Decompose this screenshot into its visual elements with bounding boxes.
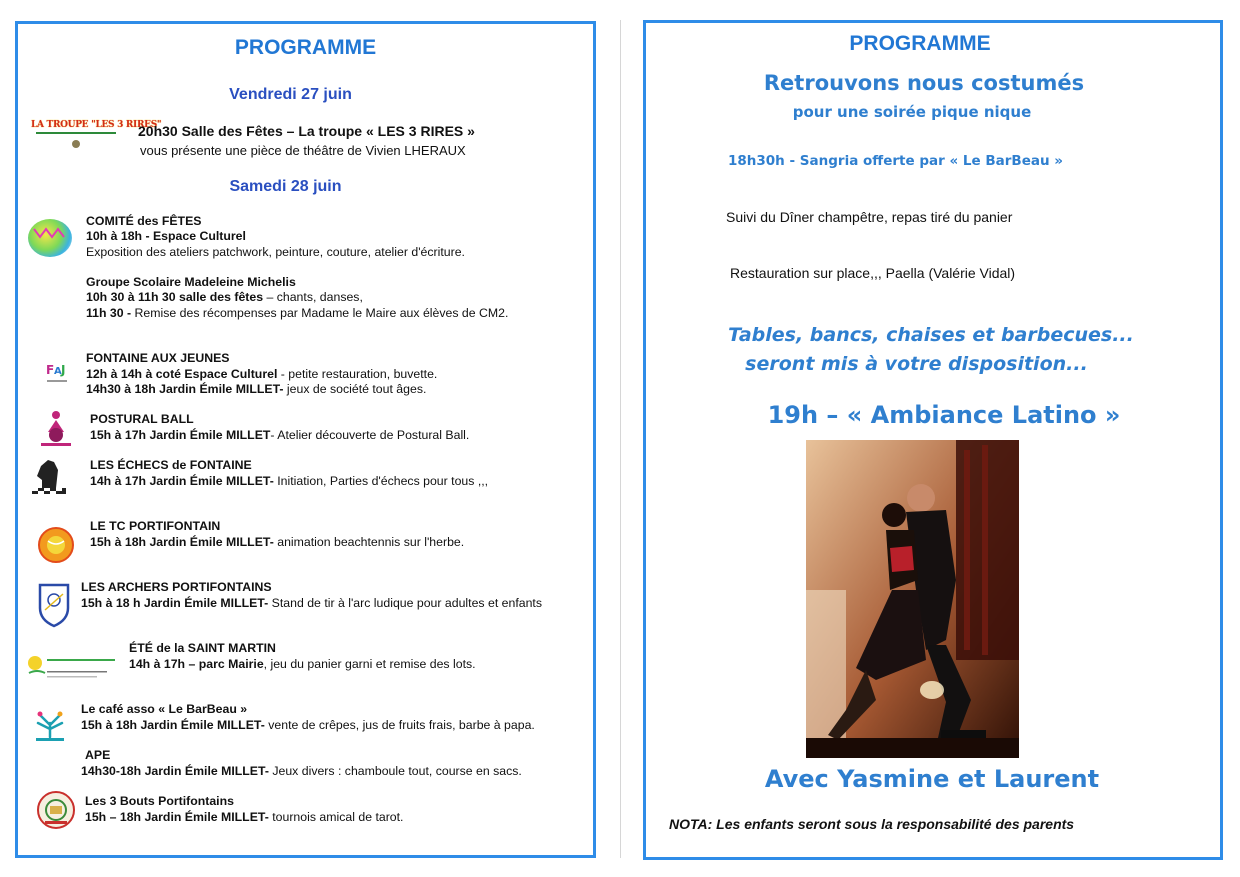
fontaine-name: FONTAINE AUX JEUNES (86, 351, 230, 365)
tango-dancers-photo (806, 440, 1019, 758)
ambiance-heading: 19h – « Ambiance Latino » (767, 401, 1121, 429)
nota-line: NOTA: Les enfants seront sous la responsabilité des parents (669, 816, 1075, 832)
yasmine-laurent-heading: Avec Yasmine et Laurent (764, 765, 1100, 793)
fontaine-line2: 14h30 à 18h Jardin Émile MILLET- jeux de société tout âges. (86, 382, 427, 396)
sangria-line: 18h30h - Sangria offerte par « Le BarBeau » (728, 153, 1063, 169)
troupe-logo (31, 120, 162, 152)
left-program-panel (15, 21, 596, 858)
ete-name: ÉTÉ de la SAINT MARTIN (129, 641, 276, 655)
postural-ball-logo (37, 408, 75, 448)
troupe-line1: 20h30 Salle des Fêtes – La troupe « LES 3 RIRES » (138, 123, 475, 139)
cafe-name: Le café asso « Le BarBeau » (81, 702, 248, 716)
right-title: PROGRAMME (849, 32, 991, 55)
barbeau-logo (30, 707, 70, 743)
echecs-line: 14h à 17h Jardin Émile MILLET- Initiation, Parties d'échecs pour tous ,,, (90, 474, 489, 488)
cafe-line: 15h à 18h Jardin Émile MILLET- vente de crêpes, jus de fruits frais, barbe à papa. (81, 718, 535, 732)
trois-bouts-logo (37, 791, 75, 829)
archers-line: 15h à 18 h Jardin Émile MILLET- Stand de tir à l'arc ludique pour adultes et enfants (81, 596, 542, 610)
tennis-ball-logo (38, 527, 74, 563)
archers-shield-logo (37, 582, 71, 628)
ete-saint-martin-logo (25, 649, 120, 685)
right-program-panel (643, 20, 1223, 860)
archers-name: LES ARCHERS PORTIFONTAINS (81, 580, 272, 594)
scolaire-line2: 11h 30 - Remise des récompenses par Madame le Maire aux élèves de CM2. (86, 306, 509, 320)
tables-line-2: seront mis à votre disposition... (745, 353, 1088, 375)
left-title: PROGRAMME (234, 36, 377, 59)
postural-name: POSTURAL BALL (90, 412, 194, 426)
fold-line (620, 20, 621, 858)
costume-heading: Retrouvons nous costumés (763, 71, 1085, 95)
scolaire-name: Groupe Scolaire Madeleine Michelis (86, 275, 296, 289)
ape-line: 14h30-18h Jardin Émile MILLET- Jeux divers : chamboule tout, course en sacs. (81, 764, 522, 778)
diner-line: Suivi du Dîner champêtre, repas tiré du panier (726, 209, 1013, 225)
comite-desc: Exposition des ateliers patchwork, peinture, couture, atelier d'écriture. (86, 245, 465, 259)
ape-name: APE (85, 748, 111, 762)
scolaire-line1: 10h 30 à 11h 30 salle des fêtes – chants, danses, (86, 290, 363, 304)
tc-line: 15h à 18h Jardin Émile MILLET- animation beachtennis sur l'herbe. (90, 535, 465, 549)
fontaine-jeunes-logo (44, 360, 70, 386)
fontaine-line1: 12h à 14h à coté Espace Culturel - petite restauration, buvette. (86, 367, 438, 381)
tables-line-1: Tables, bancs, chaises et barbecues... (728, 324, 1134, 346)
troupe-line2: vous présente une pièce de théâtre de Vivien LHERAUX (140, 143, 466, 158)
svg-text:F: F (46, 363, 55, 377)
troupe-logo-text: LA TROUPE "LES 3 RIRES" (31, 120, 162, 130)
svg-text:A: A (54, 366, 62, 377)
comite-name: COMITÉ des FÊTES (86, 214, 202, 228)
ete-line: 14h à 17h – parc Mairie, jeu du panier garni et remise des lots. (129, 657, 476, 671)
tc-name: LE TC PORTIFONTAIN (90, 519, 221, 533)
friday-heading: Vendredi 27 juin (229, 86, 352, 103)
bouts-name: Les 3 Bouts Portifontains (85, 794, 234, 808)
svg-text:J: J (61, 363, 66, 377)
postural-line: 15h à 17h Jardin Émile MILLET- Atelier découverte de Postural Ball. (90, 428, 470, 442)
picnic-subheading: pour une soirée pique nique (792, 103, 1032, 121)
comite-logo (28, 219, 72, 257)
chess-knight-logo (28, 454, 70, 496)
restauration-line: Restauration sur place,,, Paella (Valérie Vidal) (730, 265, 1016, 281)
echecs-name: LES ÉCHECS de FONTAINE (90, 458, 252, 472)
comite-time: 10h à 18h - Espace Culturel (86, 229, 246, 243)
bouts-line: 15h – 18h Jardin Émile MILLET- tournois amical de tarot. (85, 810, 404, 824)
saturday-heading: Samedi 28 juin (229, 178, 342, 195)
